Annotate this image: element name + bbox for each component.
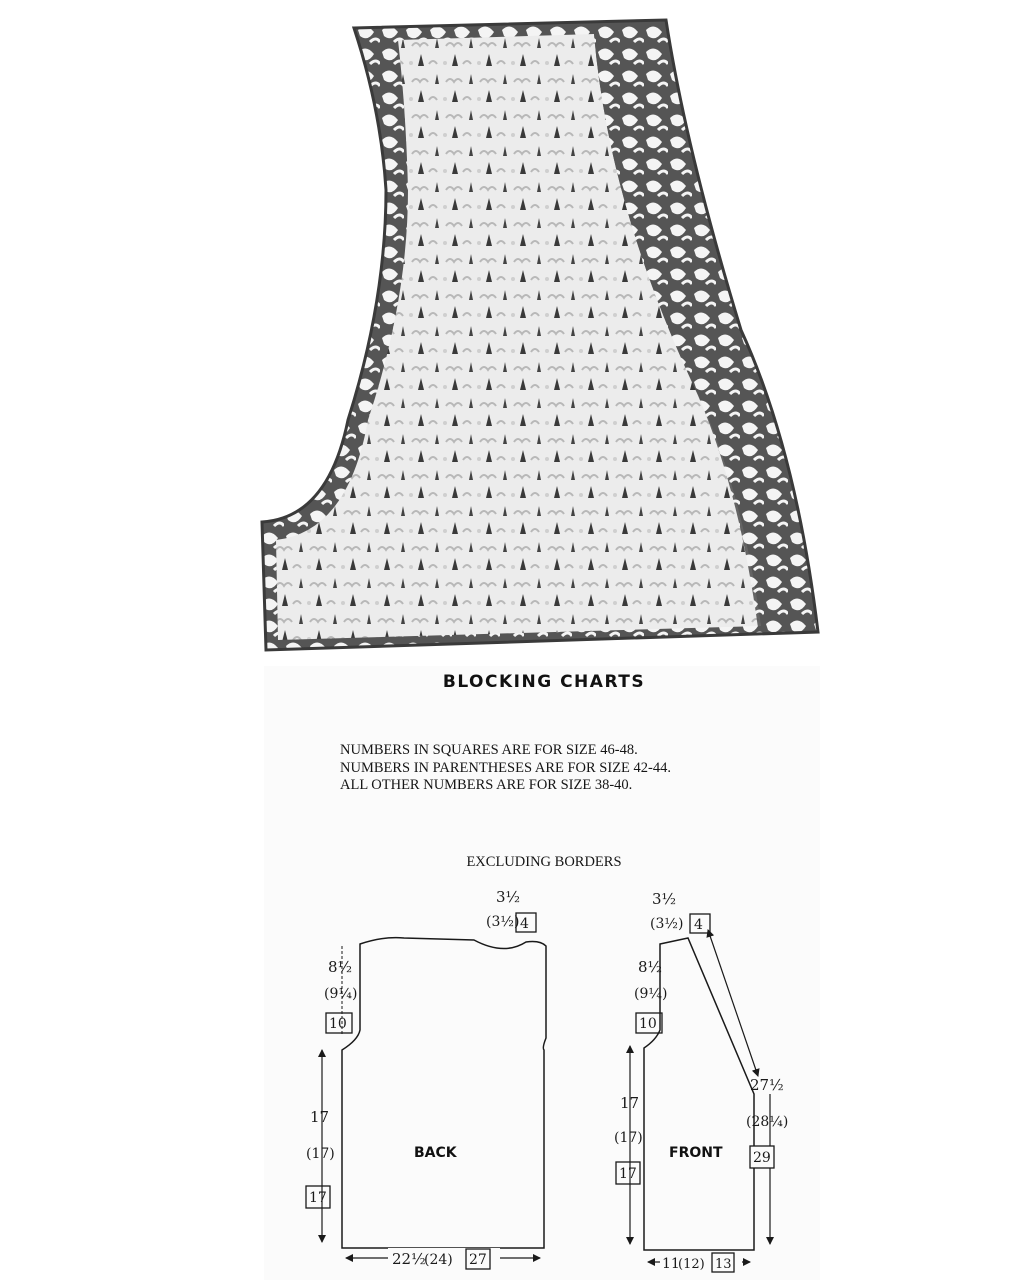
front-shoulder-box-value: 4 (694, 917, 703, 933)
front-armhole-box-value: 10 (639, 1016, 657, 1032)
front-width-box-value: 13 (715, 1257, 732, 1272)
front-armhole-paren: (9¼) (634, 986, 668, 1002)
excluding-borders-label: EXCLUDING BORDERS (466, 854, 622, 870)
crochet-vest-photo (236, 0, 836, 655)
front-shoulder-plain: 3½ (652, 890, 677, 908)
size-note-squares: NUMBERS IN SQUARES ARE FOR SIZE 46-48. (340, 742, 638, 758)
front-diagonal-plain: 27½ (750, 1076, 784, 1094)
back-diagram (306, 888, 546, 1270)
front-diagram (614, 890, 788, 1274)
front-diagonal-box-value: 29 (753, 1150, 771, 1166)
back-length-paren: (17) (306, 1146, 335, 1162)
front-shoulder-paren: (3½) (650, 916, 684, 932)
back-length-box-value: 17 (309, 1190, 327, 1206)
back-armhole-paren: (9¼) (324, 986, 358, 1002)
back-shoulder-box-value: 4 (520, 916, 529, 932)
size-notes (340, 742, 671, 795)
back-label: BACK (414, 1145, 457, 1161)
back-armhole-box-value: 10 (329, 1016, 347, 1032)
back-shoulder-plain: 3½ (496, 888, 521, 906)
back-width-plain: 22½ (392, 1250, 426, 1268)
back-shoulder-paren: (3½) (486, 914, 520, 930)
front-length-paren: (17) (614, 1130, 643, 1146)
front-length-box-value: 17 (619, 1166, 637, 1182)
front-armhole-plain: 8½ (638, 958, 663, 976)
front-outline (644, 938, 754, 1250)
front-width-plain: 11 (662, 1256, 680, 1272)
back-armhole-plain: 8½ (328, 958, 353, 976)
back-length-plain: 17 (310, 1108, 330, 1126)
front-width-paren: (12) (678, 1257, 705, 1272)
back-outline (342, 938, 546, 1248)
front-diagonal-paren: (28¼) (746, 1114, 789, 1130)
front-length-plain: 17 (620, 1094, 640, 1112)
size-note-parentheses: NUMBERS IN PARENTHESES ARE FOR SIZE 42-44. (340, 759, 671, 776)
blocking-charts-title: BLOCKING CHARTS (442, 672, 646, 692)
back-width-box-value: 27 (469, 1252, 487, 1268)
size-note-other: ALL OTHER NUMBERS ARE FOR SIZE 38-40. (340, 777, 633, 793)
back-width-paren: (24) (424, 1252, 453, 1268)
blocking-diagrams (264, 880, 824, 1280)
front-label: FRONT (669, 1145, 723, 1161)
